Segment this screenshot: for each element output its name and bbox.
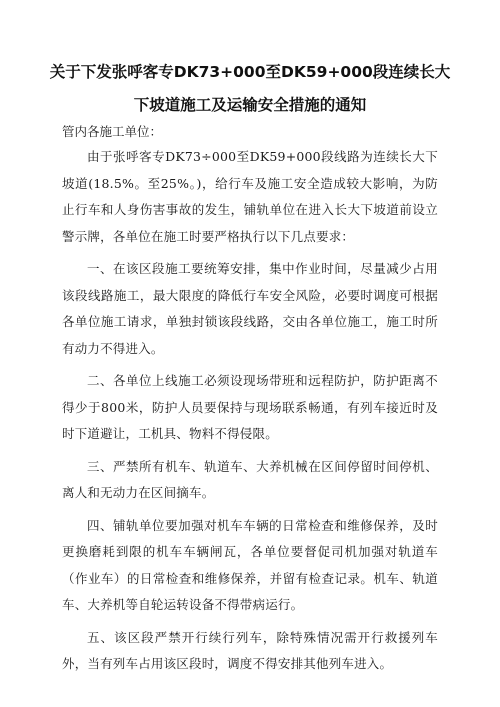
addressee: 管内各施工单位： <box>62 124 163 139</box>
requirement-5-paragraph: 五、该区段严禁开行续行列车，除特殊情况需开行救援列车外，当有列车占用该区段时，调度不得安排其他列车进入。 <box>62 629 438 671</box>
requirement-1-paragraph: 一、在该区段施工要统筹安排，集中作业时间，尽量减少占用该段线路施工，最大限度的降低行车安全风险，必要时调度可根据各单位施工请求，单独封锁该段线路，交由各单位施工，施工时所有动力不得进入。 <box>62 261 438 356</box>
requirement-4-paragraph: 四、铺轨单位要加强对机车车辆的日常检查和维修保养，及时更换磨耗到限的机车车辆闸瓦，各单位要督促司机加强对轨道车（作业车）的日常检查和维修保养，并留有检查记录。机车、轨道车、大养机等自轮运转设备不得带病运行。 <box>62 517 438 612</box>
requirement-2-paragraph: 二、各单位上线施工必须设现场带班和远程防护，防护距离不得少于800米，防护人员要保持与现场联系畅通，有列车接近时及时下道避让，工机具、物料不得侵限。 <box>62 373 438 441</box>
intro-paragraph: 由于张呼客专DK73÷000至DK59+000段线路为连续长大下坡道(18.5%。至25%。)，给行车及施工安全造成较大影响，为防止行车和人身伤害事故的发生，铺轨单位在进入长大下坡道前设立警示牌，各单位在施工时要严格执行以下几点要求： <box>62 149 438 244</box>
notice-title-line-1: 关于下发张呼客专DK73+000至DK59+000段连续长大 <box>49 63 451 81</box>
notice-body <box>62 144 438 678</box>
requirement-3-paragraph: 三、严禁所有机车、轨道车、大养机械在区间停留时间停机、离人和无动力在区间摘车。 <box>62 458 438 500</box>
notice-title-line-2: 下坡道施工及运输安全措施的通知 <box>133 96 367 114</box>
